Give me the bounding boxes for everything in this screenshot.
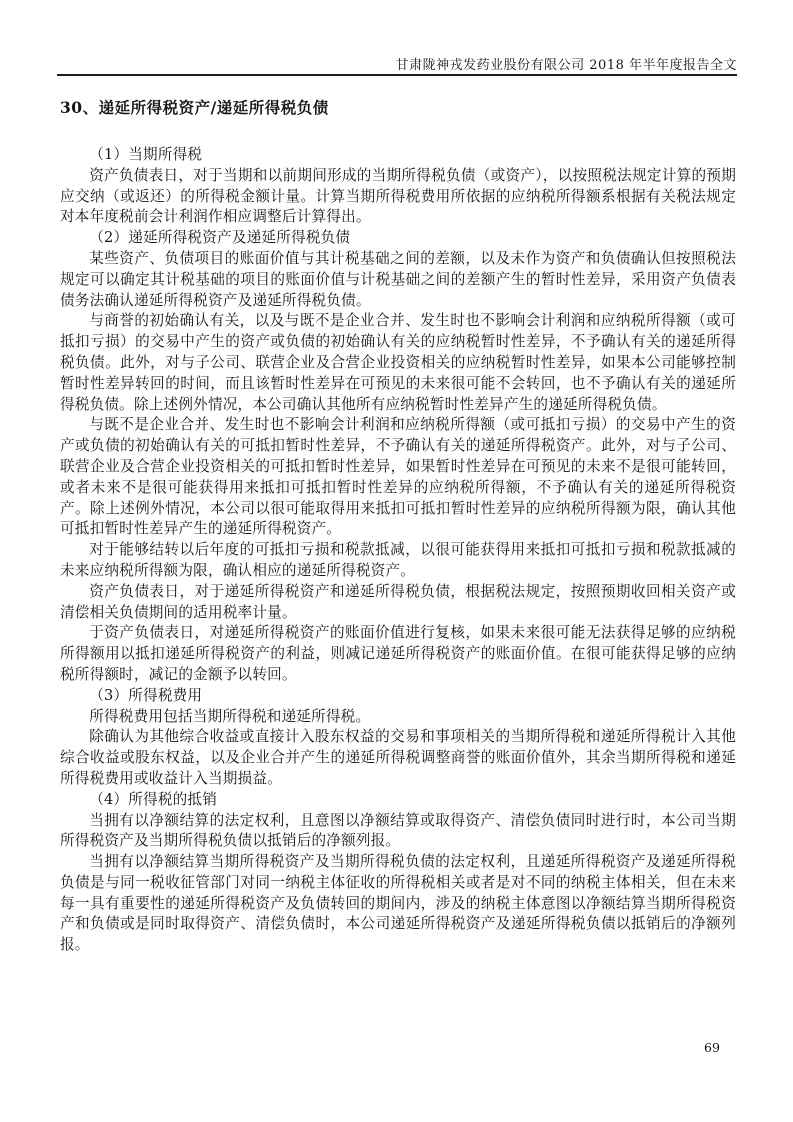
paragraph-temporary-differences-recognition: 某些资产、负债项目的账面价值与其计税基础之间的差额，以及未作为资产和负债确认但按照税法规定可以确定其计税基础的项目的账面价值与计税基础之间的差额产生的暂时性差异，采用资产负债表债务法确认递延所得税资产及递延所得税负债。 [60,249,736,309]
subsection-heading-1-current-income-tax: （1）当期所得税 [89,146,203,163]
subsection-heading-2-deferred-tax-assets-liabilities: （2）递延所得税资产及递延所得税负债 [89,229,351,247]
paragraph-income-tax-profit-loss: 除确认为其他综合收益或直接计入股东权益的交易和事项相关的当期所得税和递延所得税计入其他综合收益或股东权益，以及企业合并产生的递延所得税调整商誉的账面价值外，其余当期所得税和递延所得税费用或收益计入当期损益。 [60,728,736,787]
subsection-heading-4-income-tax-offset: （4）所得税的抵销 [89,790,218,808]
paragraph-carrying-amount-review: 于资产负债表日，对递延所得税资产的账面价值进行复核，如果未来很可能无法获得足够的应纳税所得额用以抵扣递延所得税资产的利益，则减记递延所得税资产的账面价值。在很可能获得足够的应纳税所得额时，减记的金额予以转回。 [60,624,736,683]
paragraph-current-income-tax-measurement: 资产负债表日，对于当期和以前期间形成的当期所得税负债（或资产），以按照税法规定计算的预期应交纳（或返还）的所得税金额计量。计算当期所得税费用所依据的应纳税所得额系根据有关税法规定对本年度税前会计利润作相应调整后计算得出。 [60,166,736,226]
page-number: 69 [704,1040,720,1055]
paragraph-deferred-tax-net-presentation: 当拥有以净额结算当期所得税资产及当期所得税负债的法定权利，且递延所得税资产及递延所得税负债是与同一税收征管部门对同一纳税主体征收的所得税相关或者是对不同的纳税主体相关，但在未来每一具有重要性的递延所得税资产及负债转回的期间内，涉及的纳税主体意图以净额结算当期所得税资产和负债或是同时取得资产、清偿负债时，本公司递延所得税资产及递延所得税负债以抵销后的净额列报。 [60,853,736,954]
paragraph-income-tax-expense-scope: 所得税费用包括当期所得税和递延所得税。 [89,707,371,725]
header-rule [57,74,737,76]
section-content [60,96,736,956]
paragraph-deductible-temporary-differences: 与既不是企业合并、发生时也不影响会计利润和应纳税所得额（或可抵扣亏损）的交易中产生的资产或负债的初始确认有关的可抵扣暂时性差异，不予确认有关的递延所得税资产。此外，对与子公司、联营企业及合营企业投资相关的可抵扣暂时性差异，如果暂时性差异在可预见的未来不是很可能转回，或者未来不是很可能获得用来抵扣可抵扣暂时性差异的应纳税所得额，不予确认有关的递延所得税资产。除上述例外情况，本公司以很可能取得用来抵扣可抵扣暂时性差异的应纳税所得额为限，确认其他可抵扣暂时性差异产生的递延所得税资产。 [60,416,736,538]
paragraph-goodwill-initial-recognition: 与商誉的初始确认有关，以及与既不是企业合并、发生时也不影响会计利润和应纳税所得额（或可抵扣亏损）的交易中产生的资产或负债的初始确认有关的应纳税暂时性差异，不予确认有关的递延所得税负债。此外，对与子公司、联营企业及合营企业投资相关的应纳税暂时性差异，如果本公司能够控制暂时性差异转回的时间，而且该暂时性差异在可预见的未来很可能不会转回，也不予确认有关的递延所得税负债。除上述例外情况，本公司确认其他所有应纳税暂时性差异产生的递延所得税负债。 [60,312,736,413]
paragraph-carryforward-losses: 对于能够结转以后年度的可抵扣亏损和税款抵减，以很可能获得用来抵扣可抵扣亏损和税款抵减的未来应纳税所得额为限，确认相应的递延所得税资产。 [60,541,736,579]
paragraph-current-tax-net-presentation: 当拥有以净额结算的法定权利，且意图以净额结算或取得资产、清偿负债同时进行时，本公司当期所得税资产及当期所得税负债以抵销后的净额列报。 [60,811,736,850]
subsection-heading-3-income-tax-expense: （3）所得税费用 [89,686,203,704]
report-header: 甘肃陇神戎发药业股份有限公司 2018 年半年度报告全文 [395,58,737,73]
section-title: 30、递延所得税资产/递延所得税负债 [60,98,329,117]
paragraph-applicable-tax-rate: 资产负债表日，对于递延所得税资产和递延所得税负债，根据税法规定，按照预期收回相关资产或清偿相关负债期间的适用税率计量。 [60,582,736,621]
